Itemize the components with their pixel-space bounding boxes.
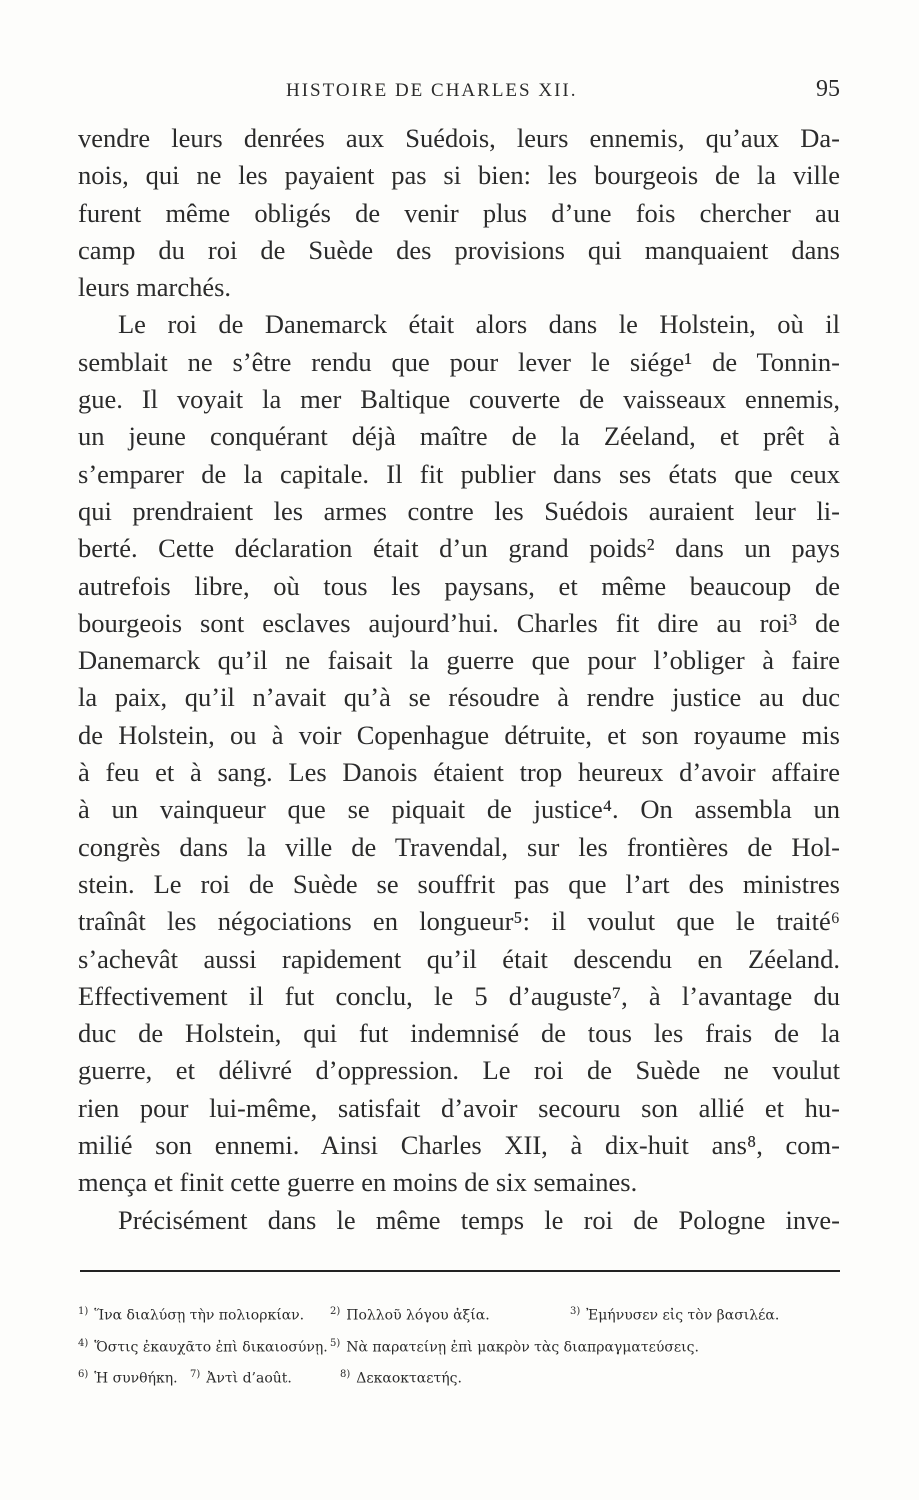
- footnote: [78, 1330, 330, 1362]
- footnote-mark: 8): [340, 1369, 351, 1381]
- footnote-mark: 4): [78, 1337, 89, 1349]
- text-line: duc de Holstein, qui fut indemnisé de tous les frais de la: [78, 1018, 840, 1049]
- text-line: camp du roi de Suède des provisions qui manquaient dans: [78, 234, 840, 265]
- footnote-mark: 2): [330, 1306, 341, 1317]
- text-line: semblait ne s’être rendu que pour lever le siége¹ de Tonnin-: [78, 346, 840, 377]
- footnote-mark: 1): [78, 1306, 89, 1317]
- footnote-text: Νὰ παρατείνῃ ἐπὶ μακρὸν τὰς διαπραγματεύσεις.: [346, 1339, 699, 1356]
- text-line: milié son ennemi. Ainsi Charles XII, à dix-huit ans⁸, com-: [78, 1130, 840, 1161]
- text-line: guerre, et délivré d’oppression. Le roi de Suède ne voulut: [78, 1055, 840, 1086]
- text-line: bourgeois sont esclaves aujourd’hui. Charles fit dire au roi³ de: [78, 607, 840, 638]
- footnotes: [78, 1298, 848, 1393]
- body-text: [78, 120, 840, 1239]
- text-line: furent même obligés de venir plus d’une fois chercher au: [78, 197, 840, 228]
- footnote: [330, 1330, 699, 1362]
- footnote-row: [78, 1361, 848, 1393]
- text-line: congrès dans la ville de Travendal, sur les frontières de Hol-: [78, 831, 840, 862]
- text-line: stein. Le roi de Suède se souffrit pas que l’art des ministres: [78, 868, 840, 899]
- footnote-text: Ἀντὶ d’août.: [206, 1370, 292, 1387]
- running-title: HISTOIRE DE CHARLES XII.: [286, 80, 578, 101]
- footnote-text: Ἐμήνυσεν εἰς τὸν βασιλέα.: [586, 1307, 780, 1324]
- text-line: la paix, qu’il n’avait qu’à se résoudre à rendre justice au duc: [78, 682, 840, 713]
- footnote: [78, 1361, 190, 1393]
- text-line: Effectivement il fut conclu, le 5 d’auguste⁷, à l’avantage du: [78, 980, 840, 1011]
- footnote-text: Πολλοῦ λόγου ἀξία.: [346, 1307, 490, 1324]
- text-line: leurs marchés.: [78, 272, 232, 303]
- text-line: autrefois libre, où tous les paysans, et même beaucoup de: [78, 570, 840, 601]
- footnote-mark: 5): [330, 1337, 341, 1349]
- footnote-divider: [80, 1270, 840, 1272]
- footnote-text: Ὅστις ἐκαυχᾶτο ἐπὶ δικαιοσύνῃ.: [94, 1339, 328, 1356]
- footnote-text: Ἡ συνθήκη.: [94, 1370, 178, 1387]
- text-line: mença et finit cette guerre en moins de six semaines.: [78, 1167, 638, 1198]
- footnote: [340, 1361, 462, 1393]
- text-line: qui prendraient les armes contre les Suédois auraient leur li-: [78, 495, 840, 526]
- text-line: à feu et à sang. Les Danois étaient trop heureux d’avoir affaire: [78, 757, 840, 788]
- footnote-mark: 6): [78, 1369, 89, 1381]
- text-line: vendre leurs denrées aux Suédois, leurs ennemis, qu’aux Da-: [78, 123, 840, 153]
- text-line: de Holstein, ou à voir Copenhague détruite, et son royaume mis: [78, 719, 840, 750]
- text-line: Danemarck qu’il ne faisait la guerre que pour l’obliger à faire: [78, 645, 840, 676]
- footnote-row: [78, 1298, 848, 1330]
- footnote-mark: 7): [190, 1369, 201, 1381]
- text-line: s’achevât aussi rapidement qu’il était descendu en Zéeland.: [78, 943, 840, 974]
- text-line: Le roi de Danemarck était alors dans le Holstein, où il: [118, 309, 840, 340]
- text-line: rien pour lui-même, satisfait d’avoir secouru son allié et hu-: [78, 1092, 840, 1123]
- running-head: [78, 76, 840, 112]
- footnote-row: [78, 1330, 848, 1362]
- footnote: [78, 1298, 330, 1330]
- text-line: s’emparer de la capitale. Il fit publier dans ses états que ceux: [78, 458, 840, 489]
- footnote-text: Δεκαοκταετής.: [356, 1370, 462, 1387]
- text-line: Précisément dans le même temps le roi de Pologne inve-: [118, 1204, 840, 1235]
- footnote-mark: 3): [570, 1306, 581, 1317]
- footnote: [190, 1361, 340, 1393]
- text-line: nois, qui ne les payaient pas si bien: les bourgeois de la ville: [78, 160, 840, 191]
- text-line: à un vainqueur que se piquait de justice⁴. On assembla un: [78, 794, 840, 825]
- page-number: 95: [816, 76, 840, 102]
- text-line: traînât les négociations en longueur⁵: il voulut que le traité⁶: [78, 906, 840, 937]
- footnote: [570, 1298, 779, 1330]
- text-line: un jeune conquérant déjà maître de la Zéeland, et prêt à: [78, 421, 840, 452]
- text-line: gue. Il voyait la mer Baltique couverte de vaisseaux ennemis,: [78, 384, 840, 415]
- text-line: berté. Cette déclaration était d’un grand poids² dans un pays: [78, 533, 840, 564]
- footnote-text: Ἵνα διαλύσῃ τὴν πολιορκίαν.: [94, 1307, 305, 1324]
- footnote: [330, 1298, 570, 1330]
